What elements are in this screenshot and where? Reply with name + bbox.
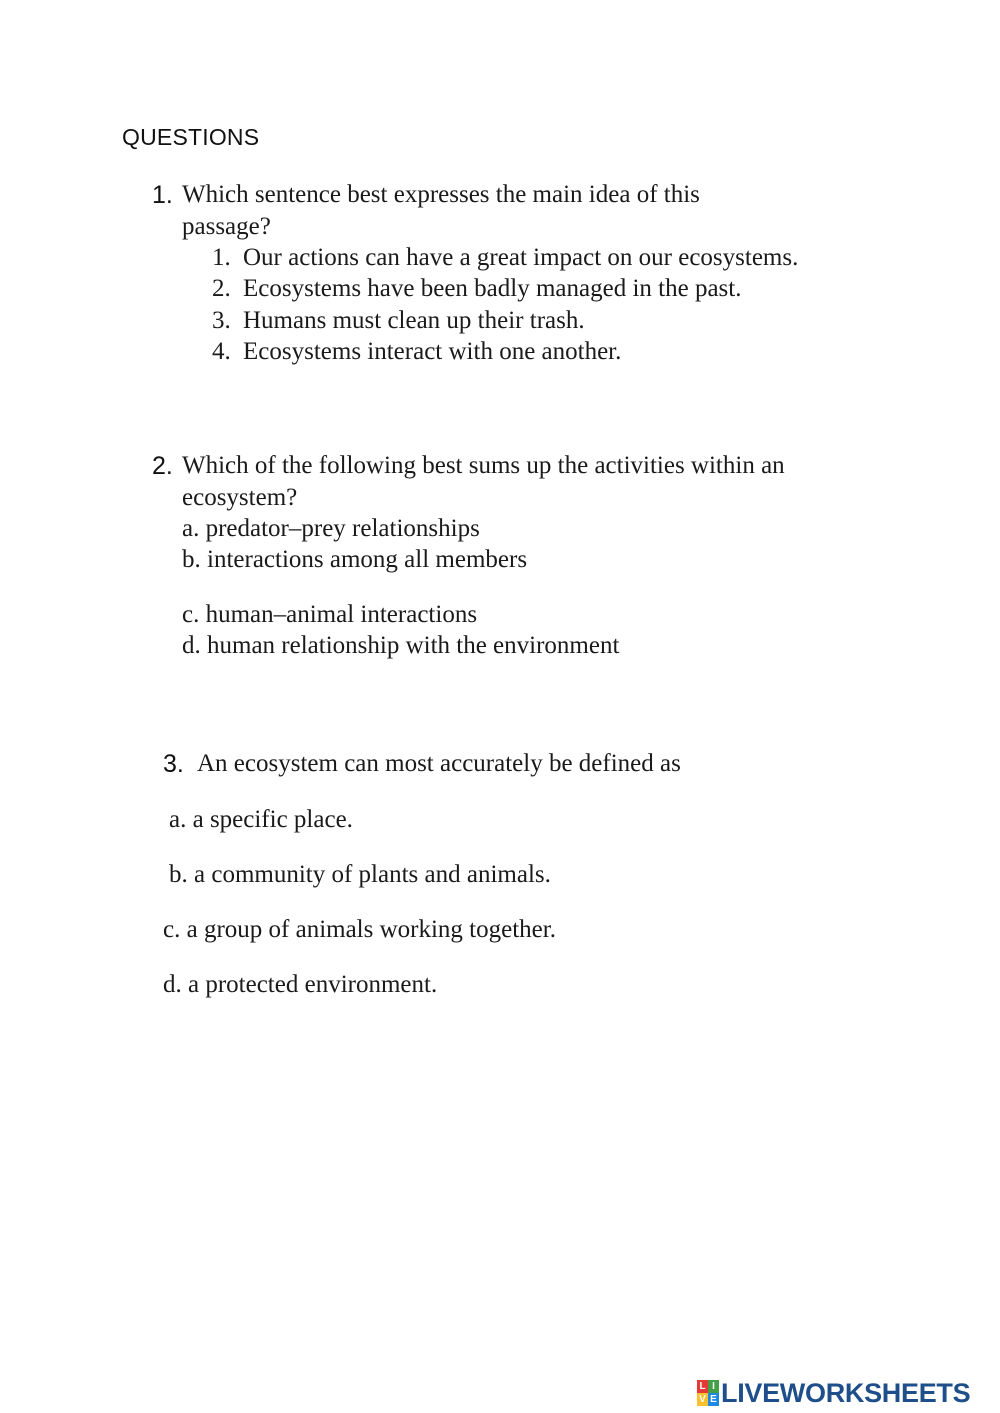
option-number: 2.: [212, 275, 231, 302]
question-1-option-4: [212, 338, 621, 366]
option-text: Ecosystems have been badly managed in the past.: [243, 275, 742, 302]
question-2-option-b: b. interactions among all members: [182, 546, 528, 573]
question-3-option-b: b. a community of plants and animals.: [169, 861, 551, 888]
logo-tile-e: E: [708, 1393, 719, 1406]
question-1-number: 1.: [152, 181, 173, 209]
option-text: Humans must clean up their trash.: [243, 307, 585, 334]
question-1-option-3: [212, 307, 585, 335]
option-number: 1.: [212, 244, 231, 271]
option-text: Our actions can have a great impact on our ecosystems.: [243, 244, 799, 271]
question-2-text-continued: ecosystem?: [182, 484, 298, 511]
logo-tile-v: V: [697, 1393, 708, 1406]
question-2-number: 2.: [152, 452, 173, 480]
question-3-option-d: d. a protected environment.: [163, 971, 438, 998]
question-2-option-c: c. human–animal interactions: [182, 601, 478, 628]
question-3-number: 3.: [163, 750, 184, 778]
logo-tile-i: I: [708, 1380, 719, 1393]
liveworksheets-logo: [697, 1376, 970, 1410]
liveworksheets-logo-icon: [697, 1380, 719, 1406]
liveworksheets-logo-text: LIVEWORKSHEETS: [721, 1377, 971, 1408]
question-3-option-a: a. a specific place.: [169, 806, 353, 833]
question-3-option-c: c. a group of animals working together.: [163, 916, 556, 943]
question-2-text: Which of the following best sums up the activities within an: [182, 452, 785, 479]
question-2-option-d: d. human relationship with the environment: [182, 632, 620, 659]
logo-tile-l: L: [697, 1380, 708, 1393]
question-1-option-2: [212, 275, 741, 303]
option-number: 4.: [212, 338, 231, 365]
question-1-text-continued: passage?: [182, 213, 271, 240]
question-1-option-1: [212, 244, 798, 272]
question-3-text: An ecosystem can most accurately be defined as: [197, 750, 681, 777]
option-text: Ecosystems interact with one another.: [243, 338, 622, 365]
question-1-text: Which sentence best expresses the main idea of this: [182, 181, 700, 208]
page-title: QUESTIONS: [122, 124, 260, 150]
question-2-option-a: a. predator–prey relationships: [182, 515, 480, 542]
option-number: 3.: [212, 307, 231, 334]
